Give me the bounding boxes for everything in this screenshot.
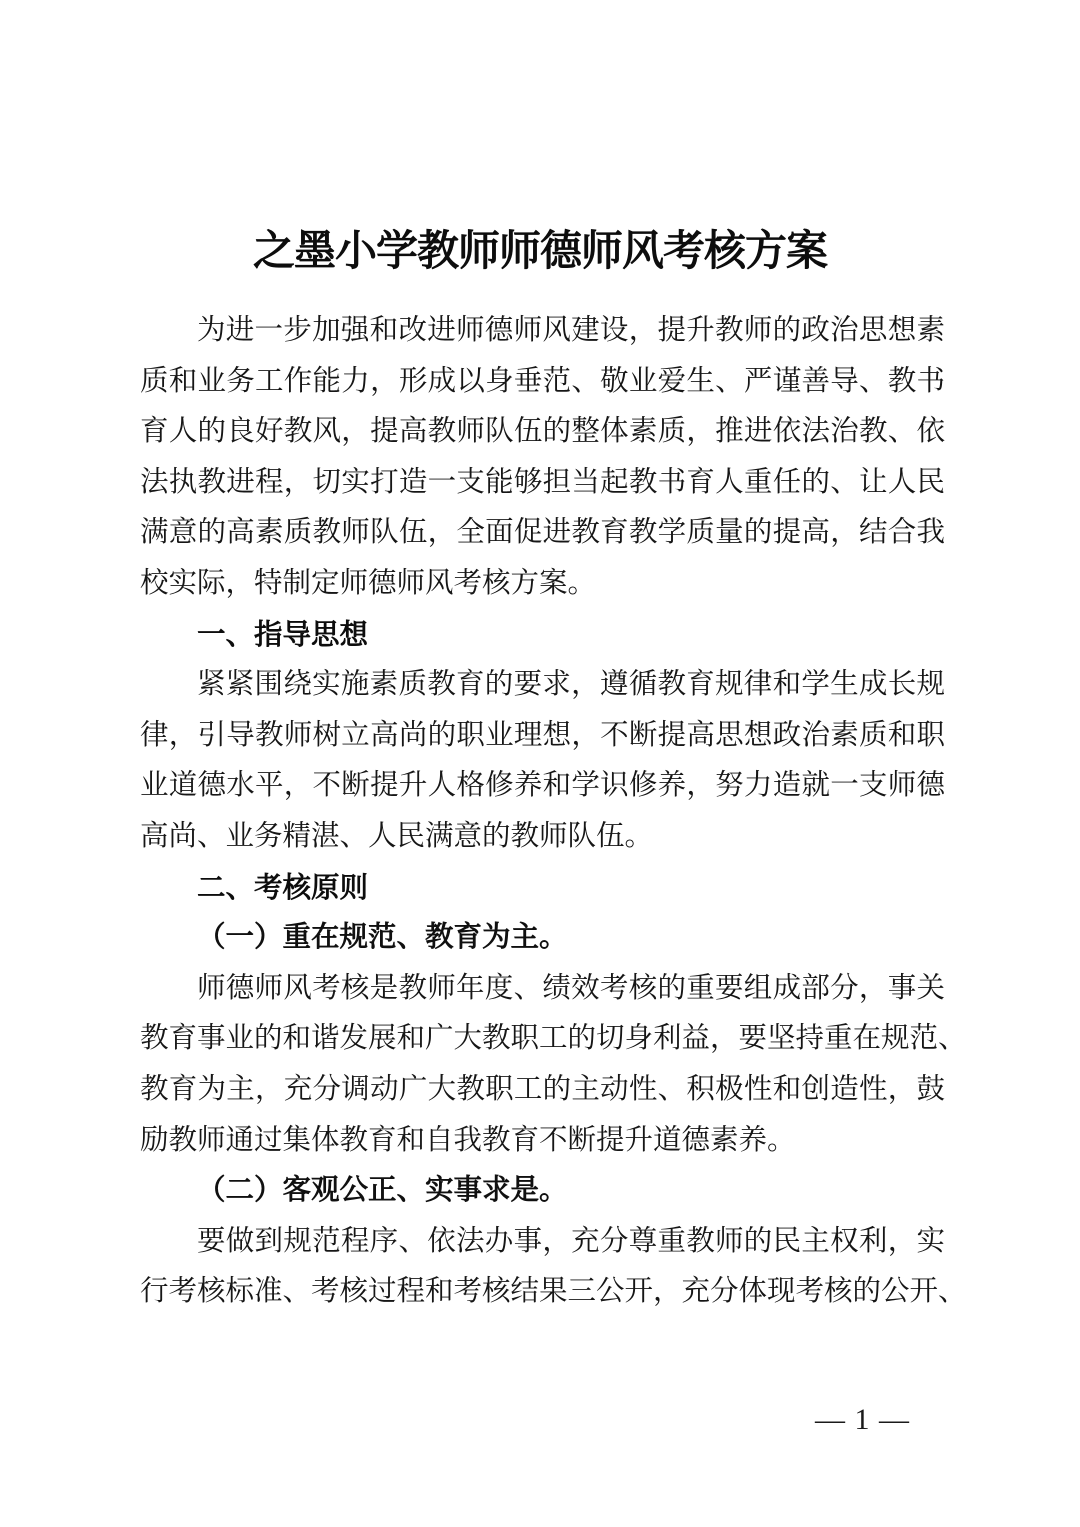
- paragraph-line: 教育为主，充分调动广大教职工的主动性、积极性和创造性，鼓: [140, 1073, 945, 1105]
- sub-section-heading: （二）客观公正、实事求是。: [197, 1175, 568, 1207]
- paragraph-line: 师德师风考核是教师年度、绩效考核的重要组成部分，事关: [197, 972, 945, 1004]
- page-number: — 1 —: [815, 1403, 910, 1436]
- paragraph-line: 校实际，特制定师德师风考核方案。: [140, 567, 597, 599]
- sub-section-heading: （一）重在规范、教育为主。: [197, 922, 568, 954]
- paragraph-line: 紧紧围绕实施素质教育的要求，遵循教育规律和学生成长规: [197, 669, 945, 701]
- paragraph-line: 励教师通过集体教育和自我教育不断提升道德素养。: [140, 1124, 796, 1156]
- paragraph-line: 为进一步加强和改进师德师风建设，提升教师的政治思想素: [197, 315, 945, 346]
- paragraph-line: 育人的良好教风，提高教师队伍的整体素质，推进依法治教、依: [140, 416, 945, 448]
- document-title: 之墨小学教师师德师风考核方案: [252, 229, 827, 276]
- paragraph-line: 满意的高素质教师队伍，全面促进教育教学质量的提高，结合我: [140, 517, 945, 549]
- paragraph-line: 行考核标准、考核过程和考核结果三公开，充分体现考核的公开、: [140, 1276, 967, 1308]
- paragraph-line: 律，引导教师树立高尚的职业理想，不断提高思想政治素质和职: [140, 719, 945, 751]
- section-heading: 二、考核原则: [197, 871, 369, 904]
- document-body: [140, 306, 967, 1318]
- paragraph-line: 要做到规范程序、依法办事，充分尊重教师的民主权利，实: [197, 1225, 945, 1257]
- paragraph-line: 教育事业的和谐发展和广大教职工的切身利益，要坚持重在规范、: [140, 1023, 967, 1055]
- section-heading: 一、指导思想: [197, 618, 369, 651]
- paragraph-line: 法执教进程，切实打造一支能够担当起教书育人重任的、让人民: [140, 466, 945, 498]
- paragraph-line: 高尚、业务精湛、人民满意的教师队伍。: [140, 820, 654, 852]
- paragraph-line: 质和业务工作能力，形成以身垂范、敬业爱生、严谨善导、教书: [140, 365, 945, 397]
- paragraph-line: 业道德水平，不断提升人格修养和学识修养，努力造就一支师德: [140, 770, 945, 802]
